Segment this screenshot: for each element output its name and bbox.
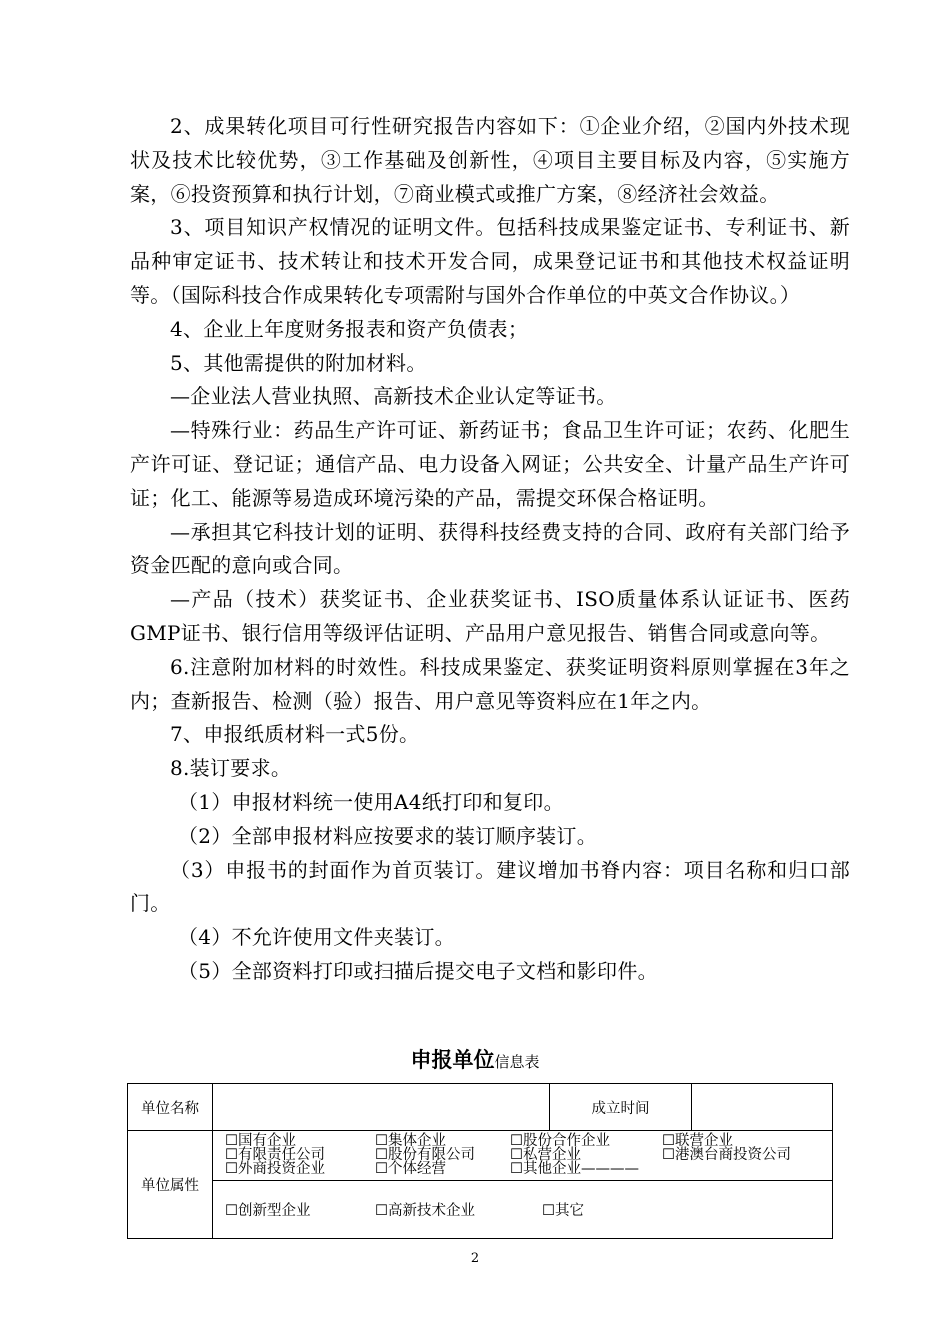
table-title-bold: 申报单位 [410,1047,495,1072]
paragraph-8: 8.装订要求。 [170,756,292,781]
binding-rule-5: （5）全部资料打印或扫描后提交电子文档和影印件。 [178,958,658,983]
option-limited-liability[interactable]: ☐有限责任公司 [225,1147,325,1163]
paragraph-3: 3、项目知识产权情况的证明文件。包括科技成果鉴定证书、专利证书、新品种审定证书、技术转让和技术开发合同，成果登记证书和其他技术权益证明等。（国际科技合作成果转化专项需附与国外合作单位的中英文合作协议。） [130,215,850,307]
paragraph-6: 6.注意附加材料的时效性。科技成果鉴定、获奖证明资料原则掌握在3年之内；查新报告、检测（验）报告、用户意见等资料应在1年之内。 [130,654,850,713]
option-collective[interactable]: ☐集体企业 [375,1133,446,1149]
unit-attribute-label: 单位属性 [128,1131,213,1239]
applicant-info-table [127,1083,833,1239]
founded-time-label: 成立时间 [550,1084,692,1131]
unit-name-field[interactable] [213,1084,550,1131]
option-private[interactable]: ☐私营企业 [510,1147,581,1163]
option-high-tech[interactable]: ☐高新技术企业 [375,1203,475,1219]
binding-rule-3: （3）申报书的封面作为首页装订。建议增加书脊内容：项目名称和归口部门。 [130,857,850,916]
page-number: 2 [470,1251,480,1266]
paragraph-5-item-3: —承担其它科技计划的证明、获得科技经费支持的合同、政府有关部门给予资金匹配的意向或合同。 [130,519,850,578]
type-options [213,1199,832,1220]
paragraph-5-item-4: —产品（技术）获奖证书、企业获奖证书、ISO质量体系认证证书、医药GMP证书、银行信用等级评估证明、产品用户意见报告、销售合同或意向等。 [130,587,850,645]
ownership-options-cell [213,1131,833,1181]
ownership-options [213,1131,832,1180]
option-stock-company[interactable]: ☐股份有限公司 [375,1147,475,1163]
binding-rule-2: （2）全部申报材料应按要求的装订顺序装订。 [178,823,598,848]
option-state-owned[interactable]: ☐国有企业 [225,1133,296,1149]
instructions-body [130,110,850,989]
table-row [128,1131,833,1181]
type-options-cell [213,1181,833,1239]
table-row [128,1084,833,1131]
option-other-enterprise[interactable]: ☐其他企业———— [510,1161,639,1177]
founded-time-field[interactable] [692,1084,833,1131]
table-title [0,1046,950,1076]
paragraph-5-item-2: —特殊行业：药品生产许可证、新药证书；食品卫生许可证；农药、化肥生产许可证、登记证；通信产品、电力设备入网证；公共安全、计量产品生产许可证；化工、能源等易造成环境污染的产品，需提交环保合格证明。 [130,418,850,510]
table-row [128,1181,833,1239]
option-joint-stock-coop[interactable]: ☐股份合作企业 [510,1133,610,1149]
paragraph-4: 4、企业上年度财务报表和资产负债表； [170,316,529,341]
option-hk-macao-taiwan[interactable]: ☐港澳台商投资公司 [662,1147,791,1163]
option-individual[interactable]: ☐个体经营 [375,1161,446,1177]
paragraph-2: 2、成果转化项目可行性研究报告内容如下：①企业介绍，②国内外技术现状及技术比较优势，③工作基础及创新性，④项目主要目标及内容，⑤实施方案，⑥投资预算和执行计划，⑦商业模式或推广方案，⑧经济社会效益。 [130,114,850,206]
table-title-rest: 信息表 [494,1053,540,1071]
option-empty [662,1162,822,1176]
option-foreign-invested[interactable]: ☐外商投资企业 [225,1161,325,1177]
option-joint-venture[interactable]: ☐联营企业 [662,1133,733,1149]
binding-rule-4: （4）不允许使用文件夹装订。 [178,925,455,950]
option-other[interactable]: ☐其它 [542,1203,584,1219]
paragraph-5: 5、其他需提供的附加材料。 [170,350,427,375]
paragraph-7: 7、申报纸质材料一式5份。 [170,722,420,747]
option-innovative[interactable]: ☐创新型企业 [225,1203,311,1219]
binding-rule-1: （1）申报材料统一使用A4纸打印和复印。 [178,789,564,814]
unit-name-label: 单位名称 [128,1084,213,1131]
paragraph-5-item-1: —企业法人营业执照、高新技术企业认定等证书。 [170,384,617,409]
